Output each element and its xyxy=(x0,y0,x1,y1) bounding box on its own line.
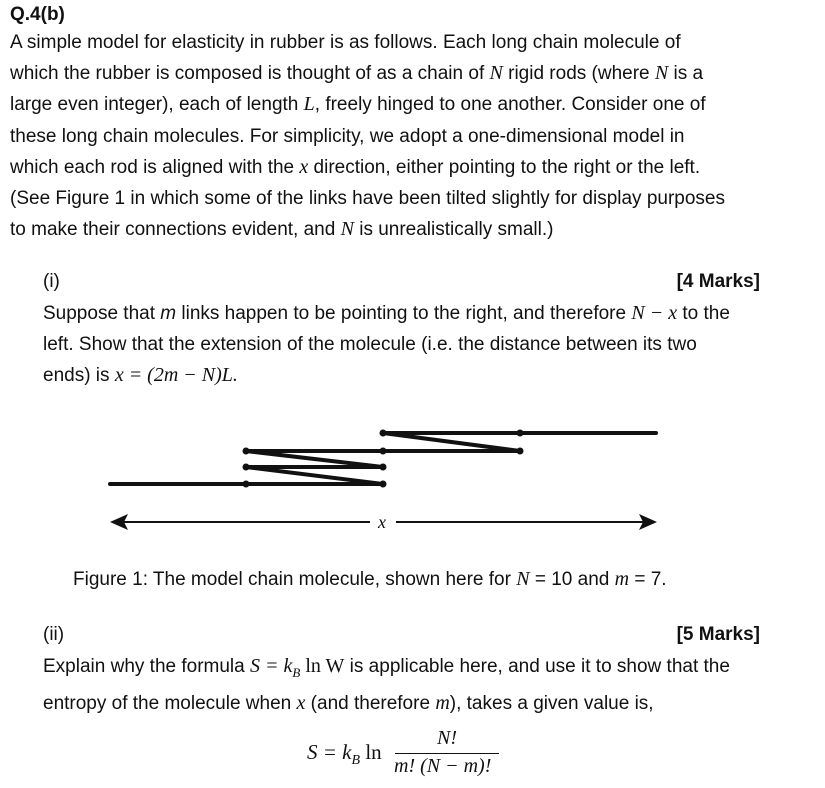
intro-line: to make their connections evident, and N is unrealistically small.) xyxy=(10,218,554,241)
chain-hinge xyxy=(380,448,387,455)
chain-hinge xyxy=(517,430,524,437)
part-ii-label: (ii) xyxy=(43,624,65,645)
part-i-line: Suppose that m links happen to be pointing to the right, and therefore N − x to the xyxy=(43,302,730,324)
part-i-marks: [4 Marks] xyxy=(676,271,760,292)
chain-hinge xyxy=(380,481,387,488)
chain-hinge xyxy=(380,430,387,437)
intro-line: these long chain molecules. For simplicity, we adopt a one-dimensional model in xyxy=(10,125,685,147)
chain-hinge xyxy=(243,464,250,471)
part-i-line: left. Show that the extension of the molecule (i.e. the distance between its two xyxy=(43,334,697,356)
part-ii-line: entropy of the molecule when x (and therefore m), takes a given value is, xyxy=(43,692,654,715)
chain-hinge xyxy=(243,448,250,455)
intro-line: A simple model for elasticity in rubber is as follows. Each long chain molecule of xyxy=(10,32,681,53)
part-ii-marks: [5 Marks] xyxy=(676,624,760,645)
part-ii-line: Explain why the formula $S = k_B$ ln W is applicable here, and use it to show that the xyxy=(43,655,730,680)
formula-numerator: N! xyxy=(437,727,457,749)
part-i-line: ends) is x = (2m − N)L. xyxy=(43,364,238,387)
figure-caption: Figure 1: The model chain molecule, shown here for N = 10 and m = 7. xyxy=(73,568,667,590)
intro-line: large even integer), each of length L, freely hinged to one another. Consider one of xyxy=(10,93,706,116)
question-title: Q.4(b) xyxy=(10,4,65,25)
intro-line: which each rod is aligned with the x direction, either pointing to the right or the left. xyxy=(10,155,701,178)
intro-line: which the rubber is composed is thought of as a chain of N rigid rods (where N is a xyxy=(10,62,704,85)
chain-hinge xyxy=(243,481,250,488)
intro-line: (See Figure 1 in which some of the links have been tilted slightly for display purposes xyxy=(10,188,725,210)
part-i-label: (i) xyxy=(43,271,60,292)
chain-link xyxy=(246,467,383,484)
formula-lhs: $S = k_B$ ln xyxy=(307,740,382,769)
formula-denominator: m! (N − m)! xyxy=(394,755,492,777)
part-ii-text xyxy=(43,651,730,719)
chain-link xyxy=(246,451,383,467)
entropy-formula xyxy=(307,727,507,783)
chain-hinge xyxy=(517,448,524,455)
chain-hinge xyxy=(380,464,387,471)
chain-link xyxy=(383,433,520,451)
extension-label: x xyxy=(378,512,386,532)
